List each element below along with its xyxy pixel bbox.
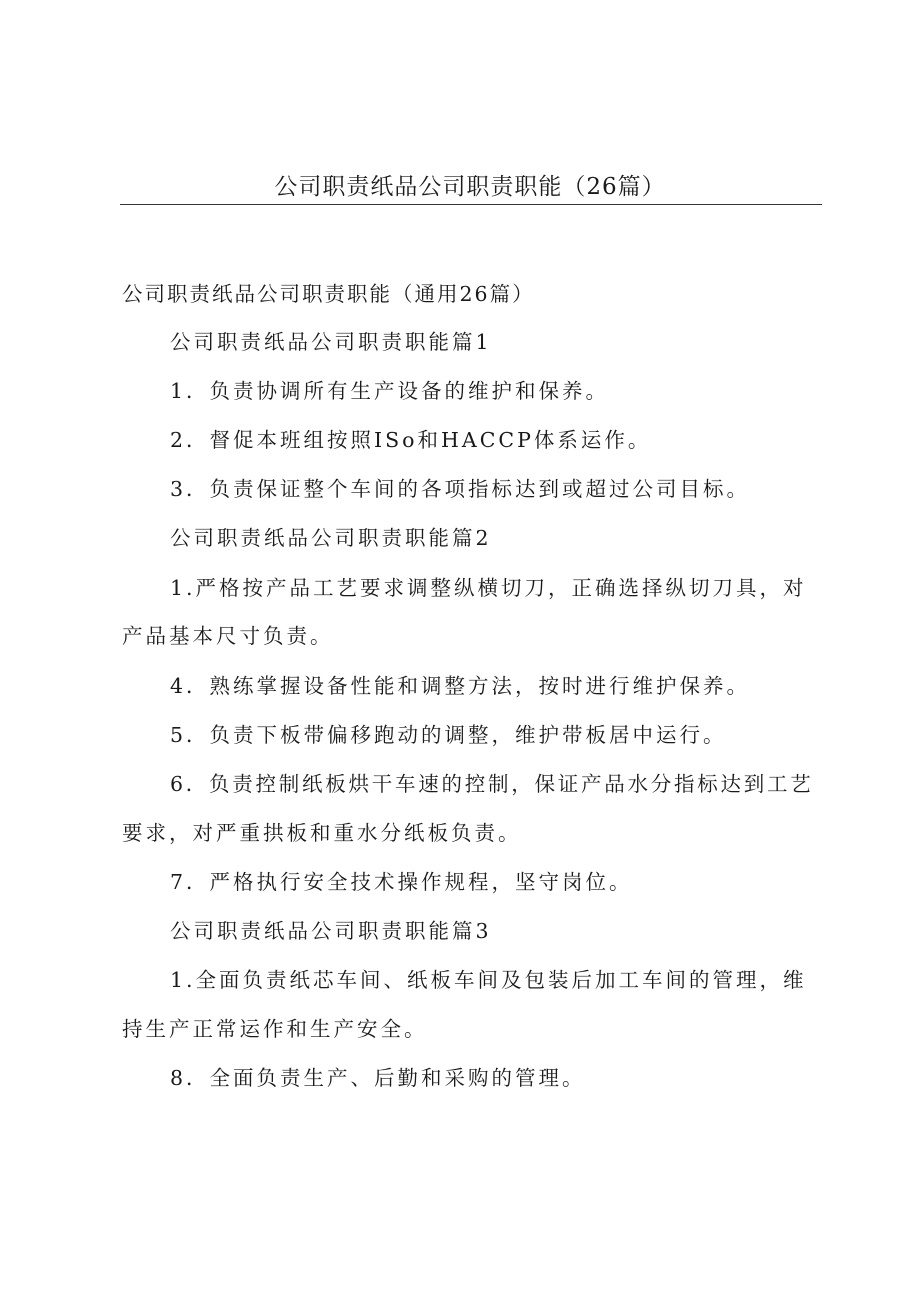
- paragraph-line: 2．督促本班组按照ISo和HACCP体系运作。: [170, 428, 652, 452]
- paragraph-line: 4．熟练掌握设备性能和调整方法，按时进行维护保养。: [170, 674, 751, 698]
- paragraph-line: 6．负责控制纸板烘干车速的控制，保证产品水分指标达到工艺: [170, 772, 814, 796]
- paragraph-line: 5．负责下板带偏移跑动的调整，维护带板居中运行。: [170, 723, 727, 747]
- section-heading-1: 公司职责纸品公司职责职能篇1: [170, 330, 492, 354]
- paragraph-line: 要求，对严重拱板和重水分纸板负责。: [122, 821, 522, 845]
- title-underline: [120, 204, 822, 205]
- section-heading-3: 公司职责纸品公司职责职能篇3: [170, 919, 492, 943]
- paragraph-line: 7．严格执行安全技术操作规程，坚守岗位。: [170, 870, 633, 894]
- paragraph-line: 3．负责保证整个车间的各项指标达到或超过公司目标。: [170, 477, 751, 501]
- paragraph-line: 8．全面负责生产、后勤和采购的管理。: [170, 1066, 586, 1090]
- document-title: 公司职责纸品公司职责职能（26篇）: [274, 174, 666, 200]
- paragraph-line: 1.严格按产品工艺要求调整纵横切刀，正确选择纵切刀具，对: [170, 576, 807, 600]
- paragraph-line: 1.全面负责纸芯车间、纸板车间及包装后加工车间的管理，维: [170, 968, 807, 992]
- paragraph-line: 1．负责协调所有生产设备的维护和保养。: [170, 379, 610, 403]
- paragraph-line: 产品基本尺寸负责。: [122, 624, 334, 648]
- paragraph-line: 持生产正常运作和生产安全。: [122, 1017, 428, 1041]
- document-subtitle: 公司职责纸品公司职责职能（通用26篇）: [122, 282, 535, 306]
- section-heading-2: 公司职责纸品公司职责职能篇2: [170, 526, 492, 550]
